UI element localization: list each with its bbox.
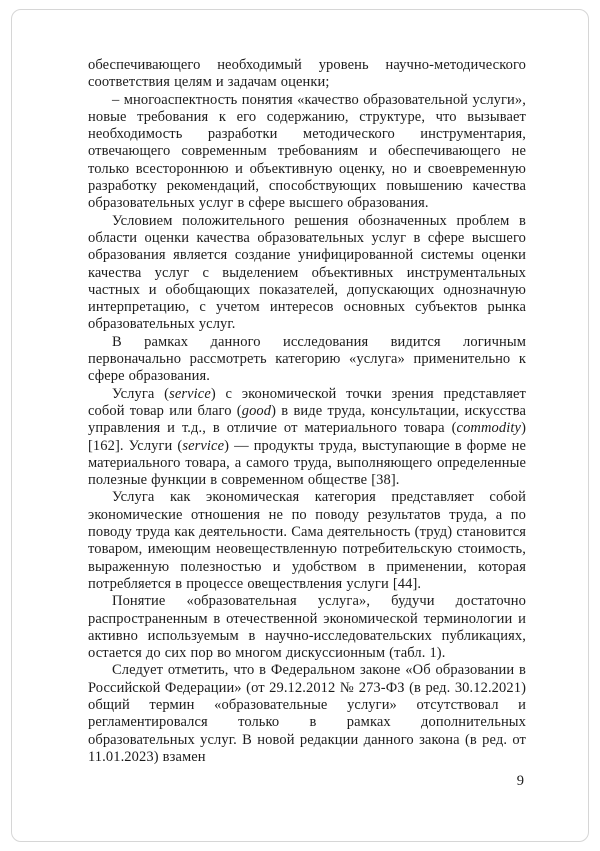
italic-term: service [169,385,211,402]
text-run: Услуга ( [112,385,170,402]
italic-term: commodity [456,420,522,437]
text-block [88,57,526,790]
text-run: ) — продукты труда, выступающие в форме не материального товара, а самого труда, выполняющего определенные полезные функции в современном обществе [38]. [88,437,526,489]
text-run: ) с экономической точки зрения представляет собой товар или благо ( [88,385,526,419]
text-run: Услуга как экономическая категория представляет собой экономические отношения не по поводу результатов труда, а по поводу труда как деятельности. Сама деятельность (труд) становится товаром, имеющим неовеществленную потребительскую стоимость, выраженную полезностью и удобством в применении, которая потребляется в процессе овеществления услуги [44]. [88,489,526,592]
italic-term: service [182,437,225,454]
text-run: – многоаспектность понятия «качество образовательной услуги», новые требования к его содержанию, структуре, что вызывает необходимость разработки методического инструментария, отвечающего современным требованиям и обеспечивающего не только всестороннюю и объективную оценку, но и своевременную разработку рекомендаций, способствующих повышению качества образовательных услуг в сфере высшего образования. [88,91,526,212]
text-run: ) в виде труда, консультации, искусства управления и т.д., в отличие от материального товара ( [88,402,526,437]
text-run: В рамках данного исследования видится логичным первоначально рассмотреть категорию «услуга» применительно к сфере образования. [88,333,526,385]
paragraph [88,213,526,334]
text-run: обеспечивающего необходимый уровень научно-методического соответствия целям и задачам оценки; [88,57,526,91]
text-run: ) [162]. Услуги ( [88,420,526,454]
text-run: Условием положительного решения обозначенных проблем в области оценки качества образовательных услуг в сфере высшего образования является создание унифицированной системы оценки качества услуг с выделением объективных инструментальных частных и обобщающих показателей, допускающих однозначную интерпретацию, с учетом интересов основных субъектов рынка образовательных услуг. [88,212,526,333]
italic-term: good [241,402,272,419]
text-run: Понятие «образовательная услуга», будучи достаточно распространенным в отечественной экономической терминологии и активно используемым в научно-исследовательских публикациях, остается до сих пор во многом дискуссионным (табл. 1). [88,593,526,662]
paragraph [88,662,526,766]
paragraph [88,489,526,593]
paragraph-list-item [88,92,526,213]
paragraph [88,386,526,490]
paragraph [88,593,526,662]
page-number: 9 [516,773,524,790]
paragraph-continuation [88,57,526,92]
paragraph [88,334,526,386]
text-run: Следует отметить, что в Федеральном законе «Об образовании в Российской Федерации» (от 29.12.2012 № 273-ФЗ (в ред. 30.12.2021) общий термин «образовательные услуги» отсутствовал и регламентировался только в рамках дополнительных образовательных услуг. В новой редакции данного закона (в ред. от 11.01.2023) взамен [88,662,526,765]
